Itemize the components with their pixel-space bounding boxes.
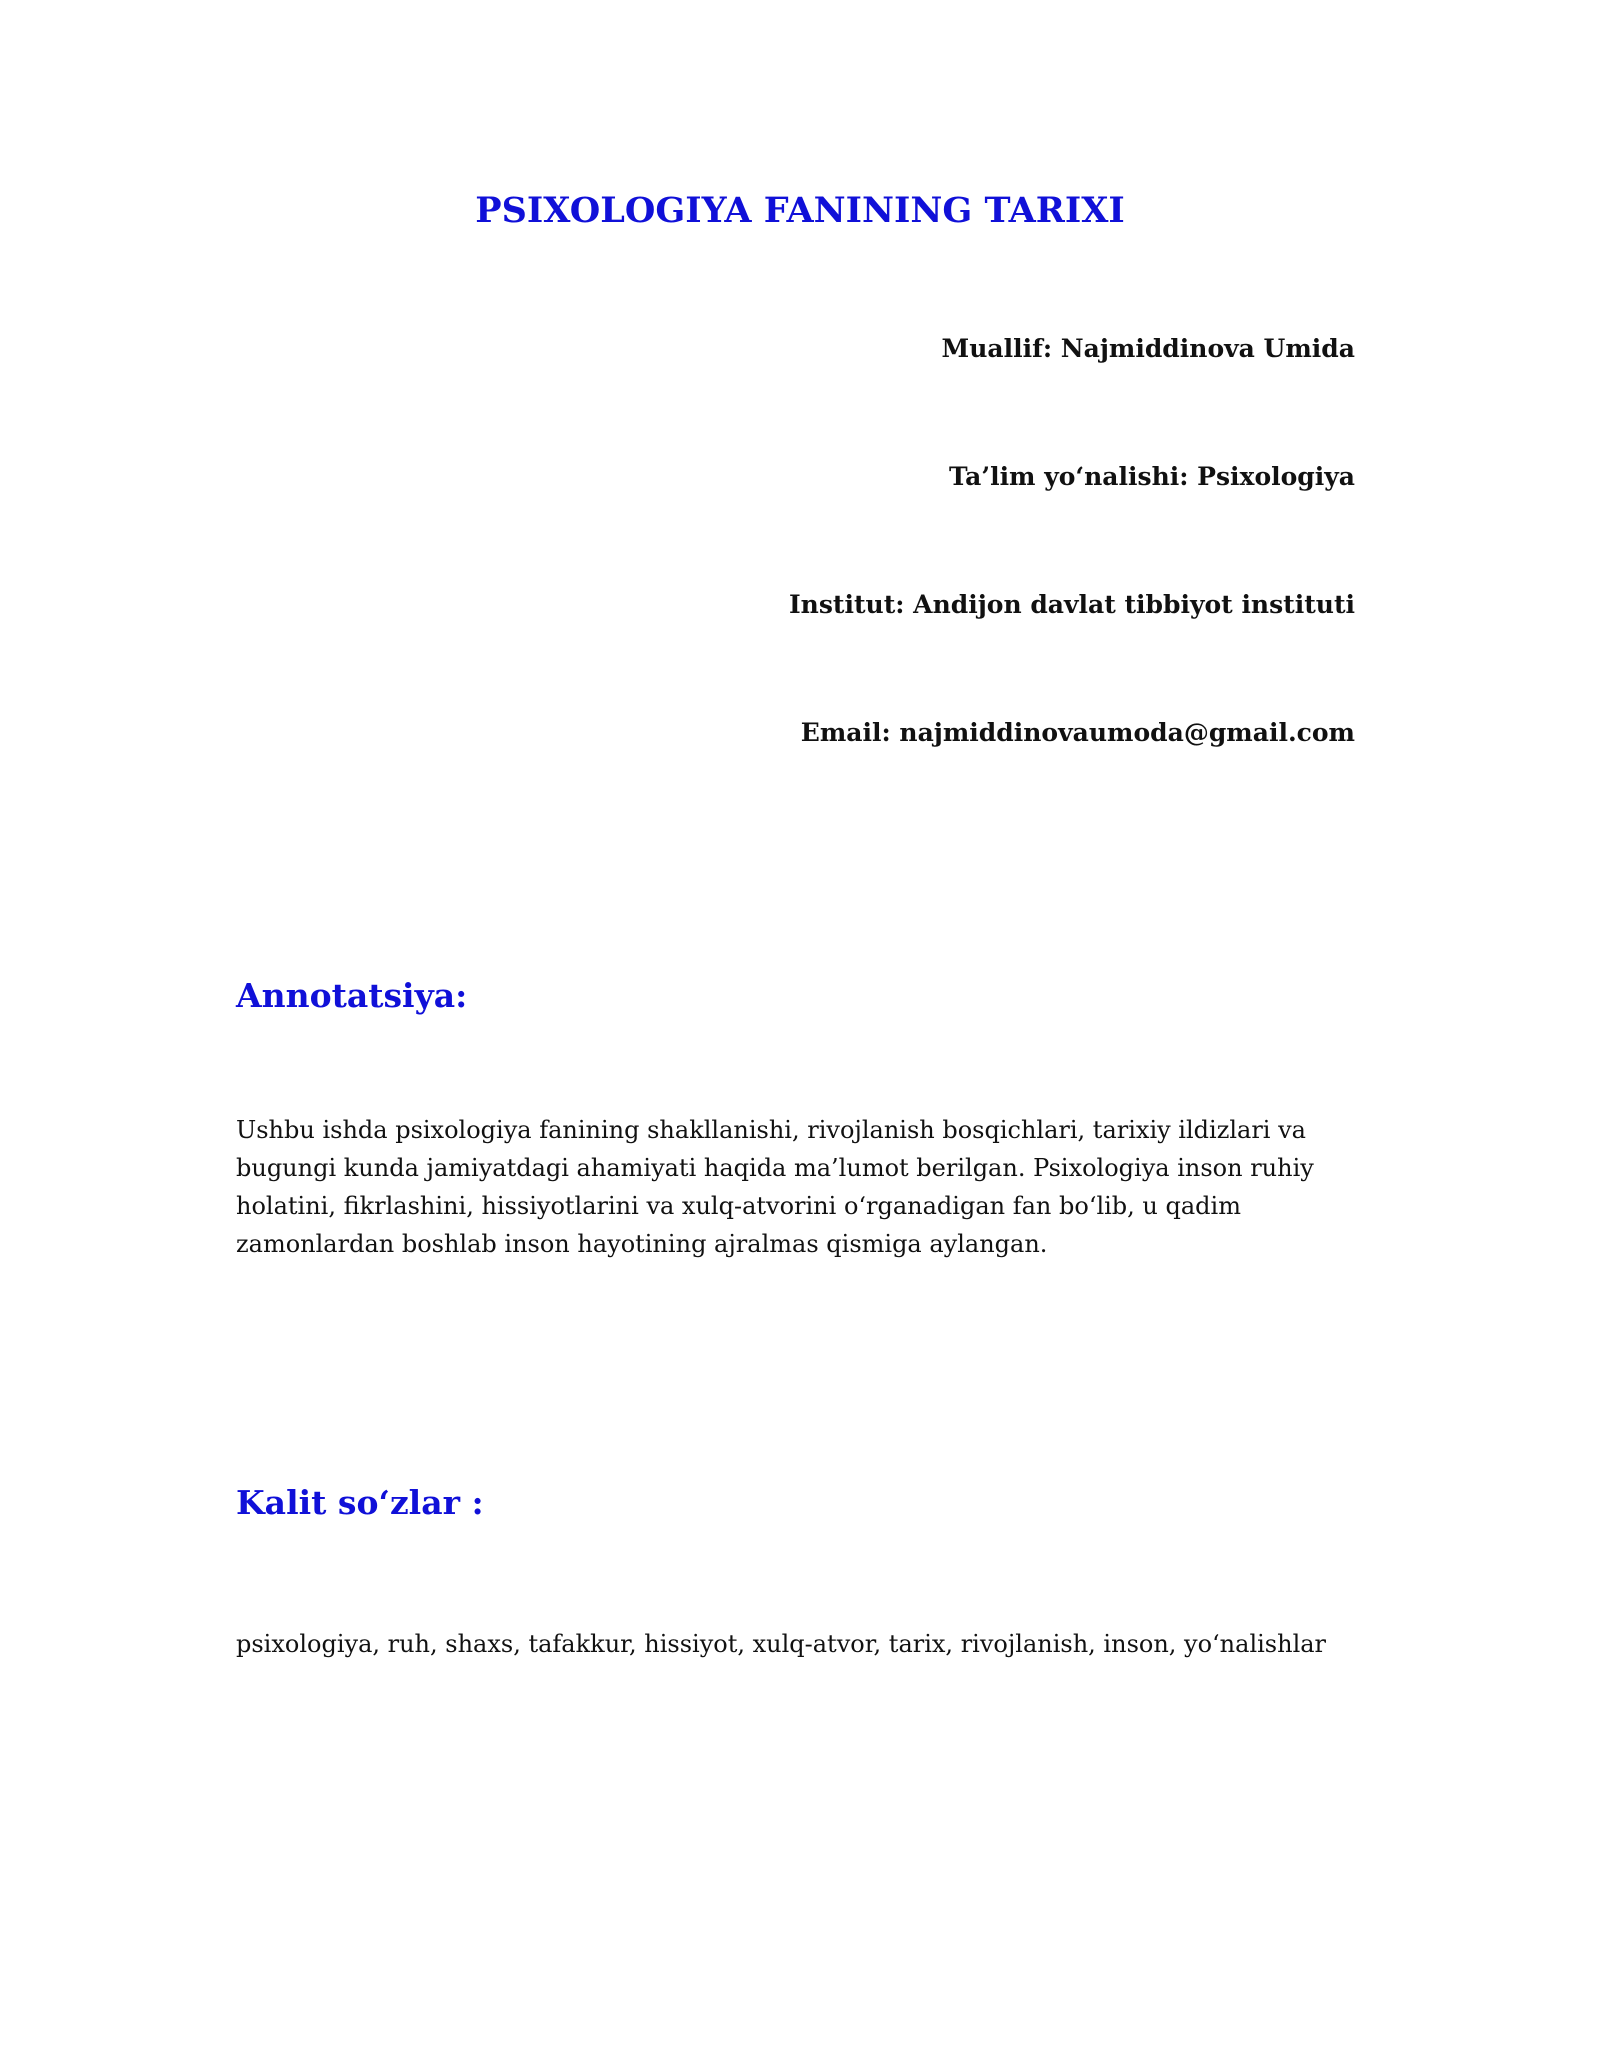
annotation-line: Ushbu ishda psixologiya fanining shakllanishi, rivojlanish bosqichlari, tarixiy ildizlari va	[236, 1116, 1306, 1144]
study-field-line: Ta’lim yo‘nalishi: Psixologiya	[948, 462, 1355, 491]
document-title: PSIXOLOGIYA FANINING TARIXI	[475, 190, 1125, 231]
author-line: Muallif: Najmiddinova Umida	[941, 334, 1355, 363]
annotation-paragraph	[236, 1111, 1336, 1263]
annotation-heading: Annotatsiya:	[236, 976, 468, 1015]
keywords-heading: Kalit so‘zlar :	[236, 1483, 484, 1522]
annotation-line: bugungi kunda jamiyatdagi ahamiyati haqida ma’lumot berilgan. Psixologiya inson ruhiy	[236, 1154, 1314, 1182]
annotation-line: zamonlardan boshlab inson hayotining ajralmas qismiga aylangan.	[236, 1230, 1048, 1258]
email-line: Email: najmiddinovaumoda@gmail.com	[800, 718, 1355, 747]
annotation-line: holatini, fikrlashini, hissiyotlarini va xulq-atvorini o‘rganadigan fan bo‘lib, u qadim	[236, 1192, 1241, 1220]
institute-line: Institut: Andijon davlat tibbiyot instituti	[788, 590, 1355, 619]
keywords-list: psixologiya, ruh, shaxs, tafakkur, hissiyot, xulq-atvor, tarix, rivojlanish, inson, yo‘nalishlar	[236, 1630, 1327, 1658]
